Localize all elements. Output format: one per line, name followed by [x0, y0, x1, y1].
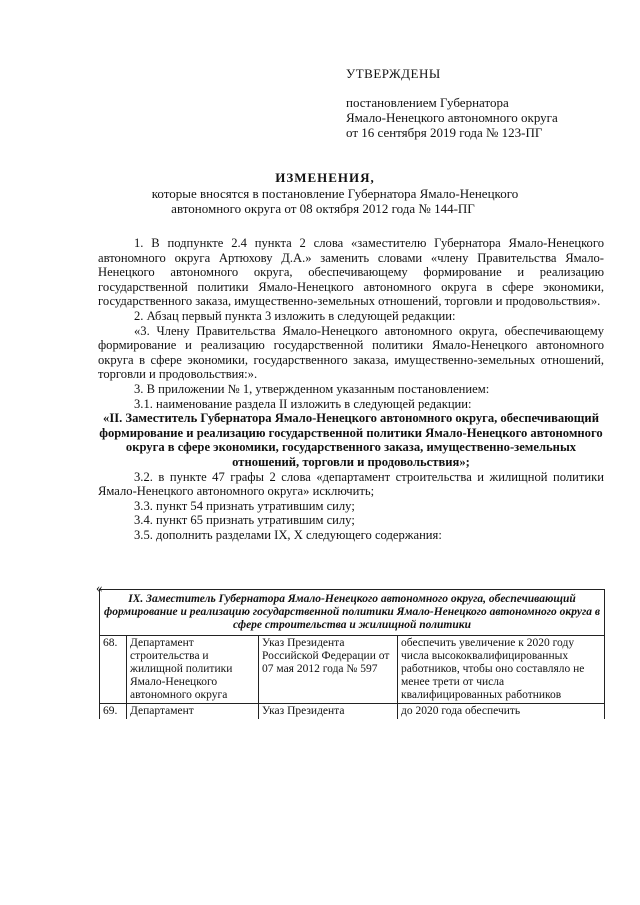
row-department: Департамент	[127, 704, 259, 720]
row-goal: обеспечить увеличение к 2020 году числа высококвалифицированных работников, чтобы оно составляло не менее трети от числа квалифицированных работников	[398, 636, 605, 704]
title-line: которые вносятся в постановление Губернатора Ямало-Ненецкого	[151, 186, 519, 201]
paragraph: 1. В подпункте 2.4 пункта 2 слова «заместителю Губернатора Ямало-Ненецкого автономного округа Артюхову Д.А.» заменить словами «члену Правительства Ямало-Ненецкого автономного округа, обеспечивающему формирование и реализацию государственной политики Ямало-Ненецкого автономного округа в сфере экономики, государственного заказа, имущественно-земельных отношений, торговли и продовольствия».	[98, 236, 604, 309]
paragraph: 3.1. наименование раздела II изложить в следующей редакции:	[134, 396, 472, 411]
table-section-title: IX. Заместитель Губернатора Ямало-Ненецкого автономного округа, обеспечивающий формирование и реализацию государственной политики Ямало-Ненецкого автономного округа в сфере строительства и жилищной политики	[100, 590, 605, 636]
row-department: Департамент строительства и жилищной политики Ямало-Ненецкого автономного округа	[127, 636, 259, 704]
section-name-bold: «II. Заместитель Губернатора Ямало-Ненецкого автономного округа, обеспечивающий формирование и реализацию государственной политики Ямало-Ненецкого автономного округа в сфере экономики, государственного заказа, имущественно-земельных отношений, торговли и продовольствия»;	[99, 411, 603, 469]
approval-block	[346, 66, 558, 140]
paragraph: 3.4. пункт 65 признать утратившим силу;	[134, 513, 355, 528]
table-row	[100, 636, 605, 704]
paragraph: 3.5. дополнить разделами IX, X следующего содержания:	[134, 527, 442, 542]
paragraph: 3.3. пункт 54 признать утратившим силу;	[134, 498, 355, 513]
approval-line: Ямало-Ненецкого автономного округа	[346, 110, 558, 125]
row-decree: Указ Президента	[259, 704, 398, 720]
approval-heading: УТВЕРЖДЕНЫ	[346, 66, 441, 81]
paragraph: 2. Абзац первый пункта 3 изложить в следующей редакции:	[134, 308, 456, 323]
row-number: 68.	[100, 636, 127, 704]
document-body	[98, 236, 604, 542]
row-goal: до 2020 года обеспечить	[398, 704, 605, 720]
row-decree: Указ Президента Российской Федерации от 07 мая 2012 года № 597	[259, 636, 398, 704]
paragraph: 3.2. в пункте 47 графы 2 слова «департамент строительства и жилищной политики Ямало-Ненецкого автономного округа» исключить;	[98, 469, 604, 499]
approval-line: от 16 сентября 2019 года № 123-ПГ	[346, 125, 543, 140]
document-title	[0, 170, 640, 216]
changes-table	[99, 589, 605, 719]
table-row	[100, 704, 605, 720]
title-line: автономного округа от 08 октября 2012 года № 144-ПГ	[171, 201, 475, 216]
paragraph: «3. Члену Правительства Ямало-Ненецкого автономного округа, обеспечивающему формирование и реализацию государственной политики Ямало-Ненецкого автономного округа в сфере экономики, государственного заказа, имущественно-земельных отношений, торговли и продовольствия:».	[98, 323, 604, 382]
title-main: ИЗМЕНЕНИЯ,	[275, 170, 375, 185]
table-section-row	[100, 590, 605, 636]
paragraph: 3. В приложении № 1, утвержденном указанным постановлением:	[134, 381, 490, 396]
approval-line: постановлением Губернатора	[346, 95, 509, 110]
opening-quote: «	[96, 580, 103, 595]
row-number: 69.	[100, 704, 127, 720]
